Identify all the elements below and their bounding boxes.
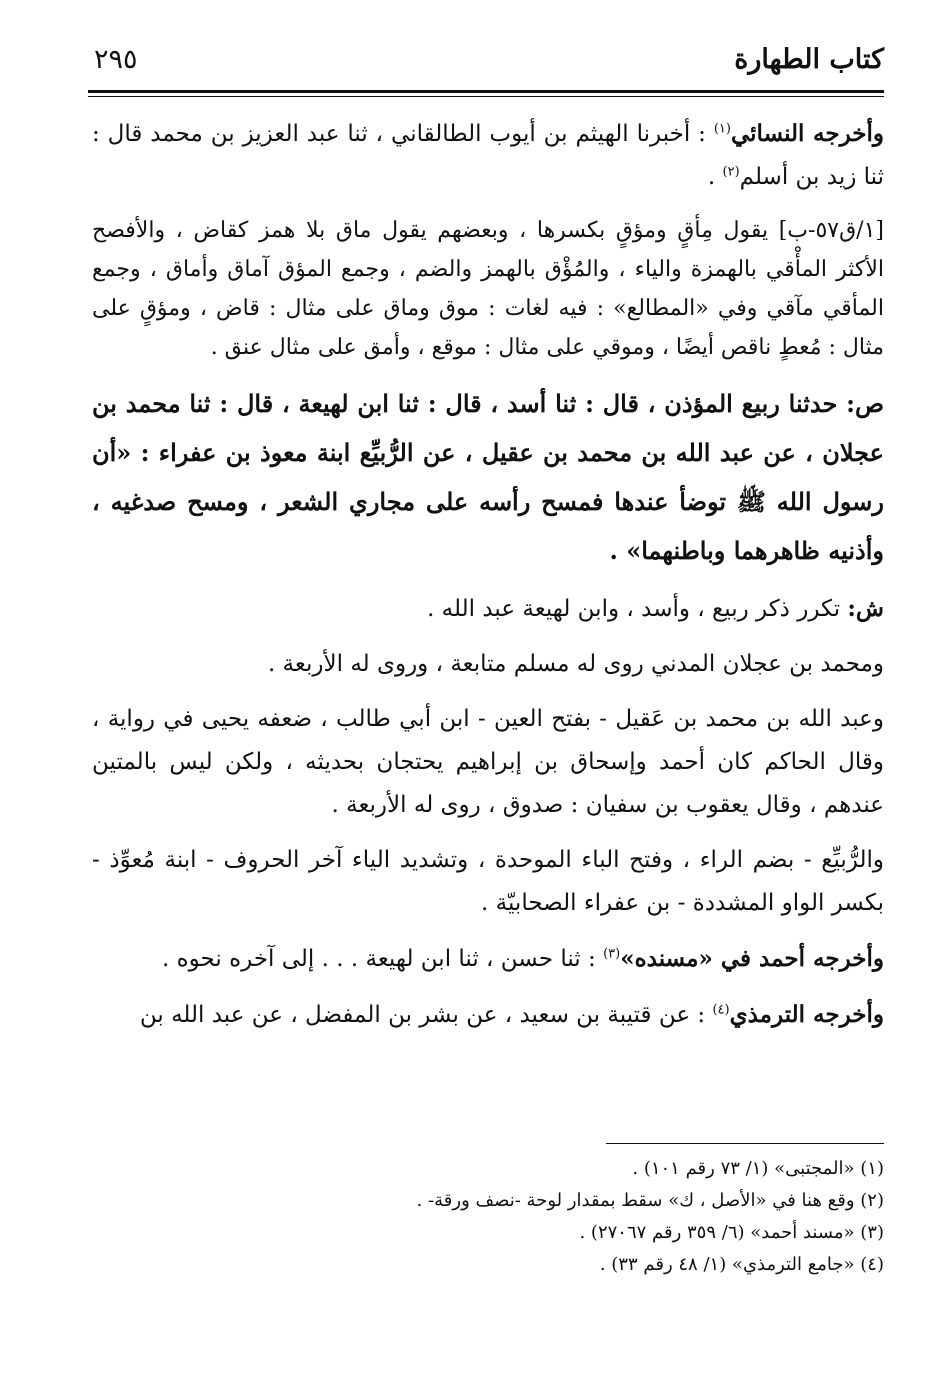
footnote-ref: (٢): [722, 164, 740, 180]
paragraph-rubayyi: [92, 839, 884, 925]
paragraph-ajlan: [92, 643, 884, 686]
main-text: [92, 112, 884, 1049]
paragraph-text: [١/ق٥٧-ب] يقول مِأقٍ ومؤقٍ بكسرها ، وبعضهم يقول ماق بلا همز كقاض ، والأفصح الأكثر المأْقي بالهمزة والياء ، والمُؤْق بالهمز والضم ، وجمع المؤق آماق وأماق ، وجمع المأقي مآقي وفي «المطالع» : فيه لغات : موق وماق على مثال : قاض ، ومؤقٍ على مثال : مُعطٍ ناقص أيضًا ، وموقي على مثال : موقع ، وأمق على مثال عنق .: [92, 218, 884, 360]
header-rule-thin: [88, 96, 884, 97]
paragraph-aqil: [92, 698, 884, 827]
paragraph-lead: وأخرجه الترمذي: [729, 1001, 884, 1028]
footnote-4: (٤) «جامع الترمذي» (١/ ٤٨ رقم ٣٣) .: [599, 1254, 884, 1275]
footnote-ref: (٤): [712, 1002, 730, 1018]
paragraph-nasai: [92, 112, 884, 199]
page-number: ٢٩٥: [94, 44, 138, 75]
paragraph-text: والرُّبيِّع - بضم الراء ، وفتح الباء الموحدة ، وتشديد الياء آخر الحروف - ابنة مُعوِّذ - بكسر الواو المشددة - بن عفراء الصحابيّة .: [92, 847, 884, 916]
footnote-3: (٣) «مسند أحمد» (٦/ ٣٥٩ رقم ٢٧٠٦٧) .: [579, 1222, 884, 1243]
footnote-2: (٢) وقع هنا في «الأصل ، ك» سقط بمقدار لوحة -نصف ورقة- .: [416, 1190, 884, 1211]
paragraph-lead: وأخرجه أحمد في «مسنده»: [620, 945, 884, 972]
footnote-ref: (١): [713, 121, 731, 137]
paragraph-tail: .: [707, 164, 723, 190]
paragraph-text: تكرر ذكر ربيع ، وأسد ، وابن لهيعة عبد الله .: [427, 596, 848, 622]
page-header: [88, 44, 884, 92]
paragraph-text: : ثنا حسن ، ثنا ابن لهيعة . . . إلى آخره نحوه .: [161, 946, 604, 972]
paragraph-lead: ش:: [847, 595, 884, 622]
paragraph-text: وعبد الله بن محمد بن عَقيل - بفتح العين - ابن أبي طالب ، ضعفه يحيى في رواية ، وقال الحاكم كان أحمد وإسحاق بن إبراهيم يحتجان بحديثه ، ولكن ليس بالمتين عندهم ، وقال يعقوب بن سفيان : صدوق ، روى له الأربعة .: [92, 706, 884, 818]
paragraph-hadith-sad: [92, 379, 884, 575]
footnote-ref: (٣): [603, 946, 621, 962]
book-title: كتاب الطهارة: [734, 44, 884, 75]
paragraph-lead: وأخرجه النسائي: [730, 120, 884, 147]
footnote-1: (١) «المجتبى» (١/ ٧٣ رقم ١٠١) .: [632, 1158, 884, 1179]
paragraph-ahmad: [92, 937, 884, 981]
paragraph-text: ومحمد بن عجلان المدني روى له مسلم متابعة ، وروى له الأربعة .: [267, 651, 884, 677]
footnotes: [92, 1153, 884, 1281]
paragraph-maq: [92, 211, 884, 367]
paragraph-shin: [92, 587, 884, 631]
footnote-rule: [606, 1143, 884, 1144]
header-rule-thick: [88, 90, 884, 93]
paragraph-text: : أخبرنا الهيثم بن أيوب الطالقاني ، ثنا عبد العزيز بن محمد قال : ثنا زيد بن أسلم: [92, 121, 884, 190]
paragraph-text: : عن قتيبة بن سعيد ، عن بشر بن المفضل ، عن عبد الله بن: [139, 1002, 713, 1028]
paragraph-text: ص: حدثنا ربيع المؤذن ، قال : ثنا أسد ، قال : ثنا ابن لهيعة ، قال : ثنا محمد بن عجلان ، عن عبد الله بن محمد بن عقيل ، عن الرُّبيِّع ابنة معوذ بن عفراء : «أن رسول الله ﷺ توضأ عندها فمسح رأسه على مجاري الشعر ، ومسح صدغيه ، وأذنيه ظاهرهما وباطنهما» .: [92, 389, 884, 565]
paragraph-tirmidhi: [92, 993, 884, 1037]
